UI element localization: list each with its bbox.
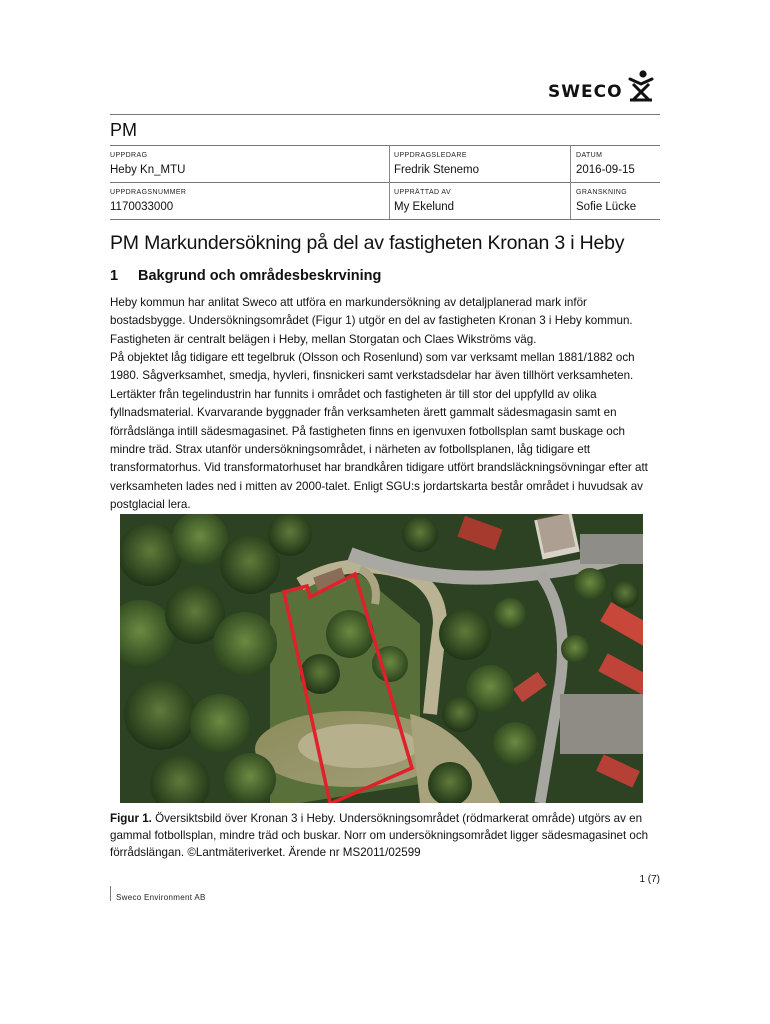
meta-rule-top <box>110 145 660 146</box>
pm-heading: PM <box>110 120 137 140</box>
uppdrag-label: UPPDRAG <box>110 152 148 159</box>
caption-label: Figur 1. <box>110 812 152 825</box>
uppdrag-value: Heby Kn_MTU <box>110 164 186 176</box>
section-number: 1 <box>110 268 119 284</box>
uppdragsnummer-label: UPPDRAGSNUMMER <box>110 189 187 196</box>
caption-text: Översiktsbild över Kronan 3 i Heby. Undersökningsområdet (rödmarkerat område) utgörs av en gammal fotbollsplan, mindre träd och buskar. Norr om undersökningsområdet ligger sädesmagasinet och förrådslängan. ©Lantmäteriverket. Ärende nr MS2011/02599 <box>110 812 649 859</box>
aerial-photo-figure <box>120 514 643 803</box>
footer-bar <box>110 886 111 901</box>
document-title: PM Markundersökning på del av fastigheten Kronan 3 i Heby <box>110 232 625 254</box>
uppdragsledare-label: UPPDRAGSLEDARE <box>394 152 467 159</box>
uppdragsledare-value: Fredrik Stenemo <box>394 164 480 176</box>
paragraph-1: Heby kommun har anlitat Sweco att utföra en markundersökning av detaljplanerad mark inför bostadsbygge. Undersökningsområdet (Figur 1) utgör en del av fastigheten Kronan 3 i Heby kommun. Fastigheten är centralt belägen i Heby, mellan Storgatan och Claes Wikströms väg. <box>110 296 633 346</box>
footer-company: Sweco Environment AB <box>116 893 206 902</box>
header-rule <box>110 114 660 115</box>
sweco-figure-icon <box>627 70 655 102</box>
logo-text: SWECO <box>548 82 623 102</box>
meta-rule-bottom <box>110 219 660 220</box>
section-title: Bakgrund och områdesbeskrvining <box>138 268 382 284</box>
upprattad-label: UPPRÄTTAD AV <box>394 189 452 196</box>
granskning-label: GRANSKNING <box>576 189 628 196</box>
sweco-logo <box>548 70 655 102</box>
datum-label: DATUM <box>576 152 603 159</box>
upprattad-value: My Ekelund <box>394 201 455 213</box>
meta-divider-1 <box>389 145 390 219</box>
paragraph-2: På objektet låg tidigare ett tegelbruk (Olsson och Rosenlund) som var verksamt mellan 1881/1882 och 1980. Sågverksamhet, smedja, hyvleri, finsnickeri samt verkstadsdelar har även tillhört verksamheten. Lertäkter från tegelindustrin har funnits i området och fastigheten är till stor del uppfylld av olika fyllnadsmaterial. Kvarvarande byggnader från verksamheten ärett gammalt sädesmagasin samt en förrådslänga intill sädesmagasinet. På fastigheten finns en igenvuxen fotbollsplan samt buskage och mindre träd. Strax utanför undersökningsområdet, i närheten av fotbollsplanen, låg tidigare ett transformatorhus. Vid transformatorhuset har brandkåren tidigare utfört brandsläckningsövningar efter att verksamheten lades ned i mitten av 2000-talet. Enligt SGU:s jordartskarta består området i huvudsak av postglacial lera. <box>110 351 648 512</box>
granskning-value: Sofie Lücke <box>576 201 637 213</box>
meta-rule-middle <box>110 182 660 183</box>
meta-divider-2 <box>570 145 571 219</box>
figure-caption <box>110 810 655 861</box>
uppdragsnummer-value: 1170033000 <box>110 201 174 213</box>
section-heading <box>110 268 381 284</box>
page-number: 1 (7) <box>639 874 660 885</box>
datum-value: 2016-09-15 <box>576 164 635 176</box>
aerial-photo <box>120 514 643 803</box>
